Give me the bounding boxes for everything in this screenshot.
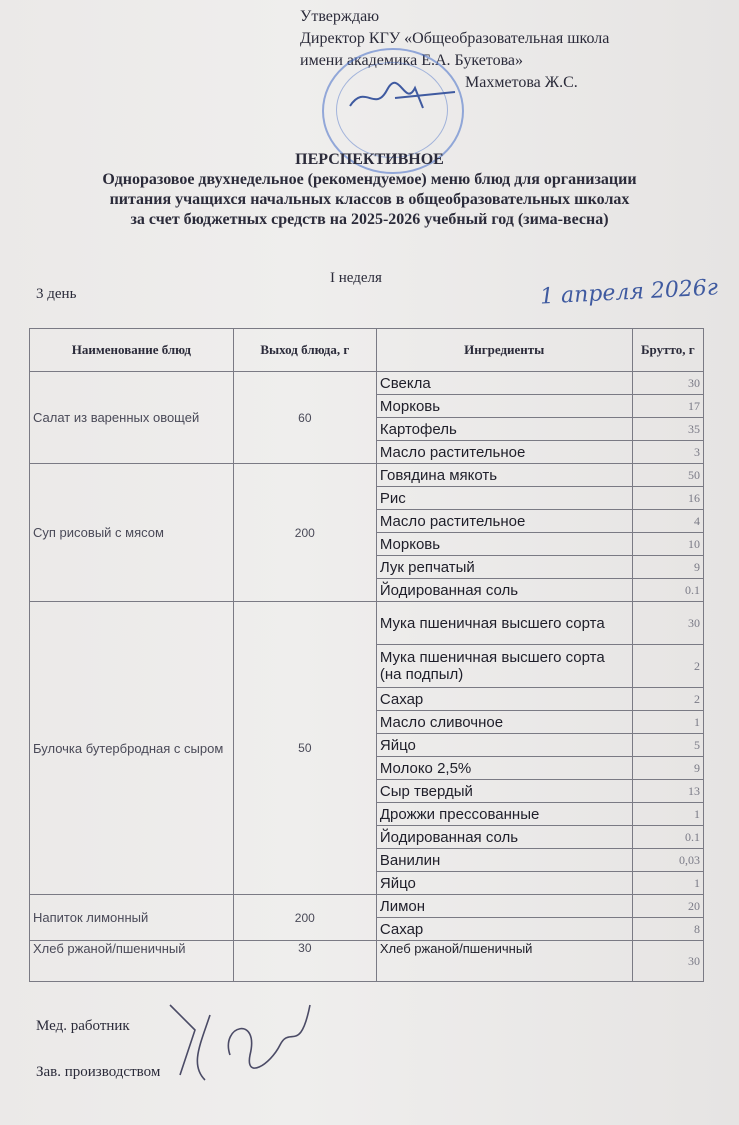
ingredient-brutto: 3	[632, 441, 703, 464]
week-label: I неделя	[330, 270, 382, 286]
table-row	[30, 895, 704, 918]
ingredient-name: Говядина мякоть	[376, 464, 632, 487]
title-line-2: Одноразовое двухнедельное (рекомендуемое) меню блюд для организации	[102, 171, 637, 188]
ingredient-name: Молоко 2,5%	[376, 757, 632, 780]
ingredient-name: Рис	[376, 487, 632, 510]
ingredient-name: Йодированная соль	[376, 579, 632, 602]
ingredient-name: Мука пшеничная высшего сорта	[376, 602, 632, 645]
ingredient-name: Яйцо	[376, 734, 632, 757]
ingredient-name: Дрожжи прессованные	[376, 803, 632, 826]
dish-name: Напиток лимонный	[30, 895, 234, 941]
ingredient-name: Масло растительное	[376, 441, 632, 464]
ingredient-brutto: 5	[632, 734, 703, 757]
table-row	[30, 941, 704, 982]
ingredient-brutto: 0.1	[632, 826, 703, 849]
ingredient-name: Мука пшеничная высшего сорта (на подпыл)	[376, 645, 632, 688]
ingredient-name: Яйцо	[376, 872, 632, 895]
ingredient-name: Масло растительное	[376, 510, 632, 533]
header-dish: Наименование блюд	[30, 329, 234, 372]
ingredient-brutto: 35	[632, 418, 703, 441]
table-header-row	[30, 329, 704, 372]
document-title	[0, 150, 739, 230]
ingredient-name: Масло сливочное	[376, 711, 632, 734]
ingredient-name: Сахар	[376, 688, 632, 711]
ingredient-brutto: 16	[632, 487, 703, 510]
ingredient-brutto: 13	[632, 780, 703, 803]
menu-table	[29, 328, 704, 982]
ingredient-brutto: 9	[632, 757, 703, 780]
ingredient-brutto: 30	[632, 372, 703, 395]
ingredient-brutto: 50	[632, 464, 703, 487]
header-brutto: Брутто, г	[632, 329, 703, 372]
director-line-2: имени академика Е.А. Букетова»	[300, 52, 524, 69]
dish-yield: 60	[233, 372, 376, 464]
ingredient-brutto: 0.1	[632, 579, 703, 602]
ingredient-brutto: 2	[632, 688, 703, 711]
ingredient-brutto: 30	[632, 941, 703, 982]
dish-name: Суп рисовый с мясом	[30, 464, 234, 602]
ingredient-name: Сыр твердый	[376, 780, 632, 803]
day-label: 3 день	[36, 286, 77, 302]
approved-label: Утверждаю	[300, 8, 380, 25]
dish-name: Салат из варенных овощей	[30, 372, 234, 464]
dish-yield: 200	[233, 464, 376, 602]
dish-yield: 200	[233, 895, 376, 941]
director-line-1: Директор КГУ «Общеобразовательная школа	[300, 30, 610, 47]
table-row	[30, 372, 704, 395]
ingredient-name: Свекла	[376, 372, 632, 395]
ingredient-brutto: 1	[632, 711, 703, 734]
ingredient-name: Морковь	[376, 395, 632, 418]
production-manager-label: Зав. производством	[36, 1064, 161, 1080]
ingredient-name: Морковь	[376, 533, 632, 556]
ingredient-name: Лимон	[376, 895, 632, 918]
ingredient-brutto: 1	[632, 803, 703, 826]
ingredient-name: Картофель	[376, 418, 632, 441]
ingredient-brutto: 20	[632, 895, 703, 918]
ingredient-brutto: 10	[632, 533, 703, 556]
dish-yield: 50	[233, 602, 376, 895]
director-signature	[345, 78, 465, 118]
dish-name: Булочка бутербродная с сыром	[30, 602, 234, 895]
title-line-4: за счет бюджетных средств на 2025-2026 учебный год (зима-весна)	[130, 211, 609, 228]
table-row	[30, 464, 704, 487]
med-worker-label: Мед. работник	[36, 1018, 130, 1034]
handwritten-date: 1 апреля 2026г	[539, 275, 719, 310]
dish-name: Хлеб ржаной/пшеничный	[30, 941, 234, 982]
ingredient-brutto: 8	[632, 918, 703, 941]
header-yield: Выход блюда, г	[233, 329, 376, 372]
header-ingredients: Ингредиенты	[376, 329, 632, 372]
ingredient-brutto: 4	[632, 510, 703, 533]
ingredient-name: Лук репчатый	[376, 556, 632, 579]
footer-signatures	[150, 985, 330, 1095]
ingredient-name: Сахар	[376, 918, 632, 941]
title-line-3: питания учащихся начальных классов в общеобразовательных школах	[109, 191, 630, 208]
ingredient-name: Йодированная соль	[376, 826, 632, 849]
ingredient-brutto: 2	[632, 645, 703, 688]
ingredient-brutto: 17	[632, 395, 703, 418]
ingredient-name: Хлеб ржаной/пшеничный	[376, 941, 632, 982]
director-name: Махметова Ж.С.	[465, 74, 578, 91]
title-line-1: ПЕРСПЕКТИВНОЕ	[295, 151, 444, 168]
ingredient-brutto: 1	[632, 872, 703, 895]
ingredient-brutto: 30	[632, 602, 703, 645]
table-row	[30, 602, 704, 645]
dish-yield: 30	[233, 941, 376, 982]
ingredient-name: Ванилин	[376, 849, 632, 872]
ingredient-brutto: 9	[632, 556, 703, 579]
ingredient-brutto: 0,03	[632, 849, 703, 872]
